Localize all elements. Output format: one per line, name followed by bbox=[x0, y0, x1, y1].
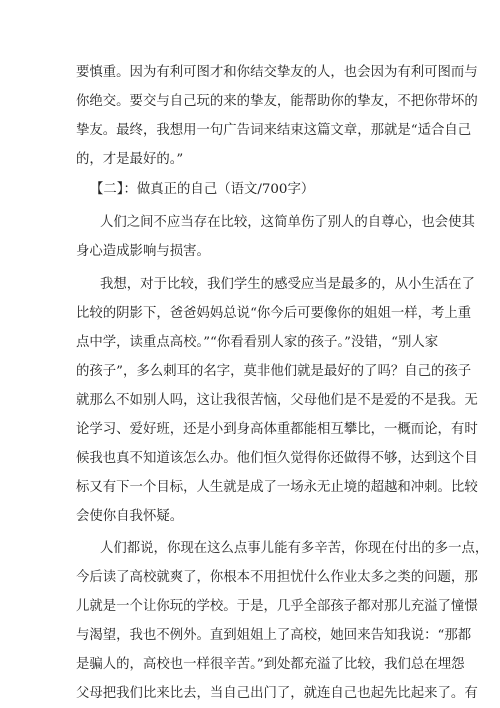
text-line: 身心造成影响与损害。 bbox=[76, 244, 210, 259]
text-line: 候我也真不知道该怎么办。他们恒久觉得你还做得不够，达到这个目 bbox=[76, 451, 478, 466]
text-line: 父母把我们比来比去，当自己出门了，就连自己也起先比起来了。有 bbox=[76, 686, 478, 701]
text-line: 比较的阴影下，爸爸妈妈总说“你今后可要像你的姐姐一样，考上重 bbox=[76, 306, 472, 321]
text-line: 人们都说，你现在这么点事儿能有多辛苦，你现在付出的多一点， bbox=[100, 541, 489, 556]
text-line: 的孩子”，多么刺耳的名字，莫非他们就是最好的了吗？自己的孩子 bbox=[76, 364, 472, 379]
text-line: 我想，对于比较，我们学生的感受应当是最多的，从小生活在了 bbox=[100, 277, 475, 292]
text-line: 论学习、爱好班，还是小到身高体重都能相互攀比，一概而论，有时 bbox=[76, 422, 478, 437]
section-heading: 【二】：做真正的自己（语文/700字） bbox=[90, 182, 315, 197]
text-line: 儿就是一个让你玩的学校。于是，几乎全部孩子都对那儿充溢了憧憬 bbox=[76, 599, 478, 614]
text-line: 的，才是最好的。” bbox=[76, 152, 184, 167]
text-line: 要慎重。因为有利可图才和你结交挚友的人，也会因为有利可图而与 bbox=[76, 65, 478, 80]
text-line: 标又有下一个目标，人生就是成了一场永无止境的超越和冲刺。比较 bbox=[76, 480, 478, 495]
text-line: 与渴望，我也不例外。直到姐姐上了高校，她回来告知我说：“那都 bbox=[76, 628, 472, 643]
text-line: 今后读了高校就爽了，你根本不用担忧什么作业太多之类的问题，那 bbox=[76, 570, 478, 585]
text-line: 你绝交。要交与自己玩的来的挚友，能帮助你的挚友，不把你带坏的 bbox=[76, 94, 478, 109]
text-line: 人们之间不应当存在比较，这简单伤了别人的自尊心，也会使其 bbox=[100, 215, 475, 230]
text-line: 挚友。最终，我想用一句广告词来结束这篇文章，那就是“适合自己 bbox=[76, 123, 472, 138]
text-line: 会使你自我怀疑。 bbox=[76, 509, 184, 524]
text-line: 点中学，读重点高校。”“你看看别人家的孩子。”没错，“别人家 bbox=[76, 335, 439, 350]
text-line: 是骗人的，高校也一样很辛苦。”到处都充溢了比较，我们总在埋怨 bbox=[76, 657, 465, 672]
text-line: 就那么不如别人吗，这让我很苦恼，父母他们是不是爱的不是我。无 bbox=[76, 393, 478, 408]
